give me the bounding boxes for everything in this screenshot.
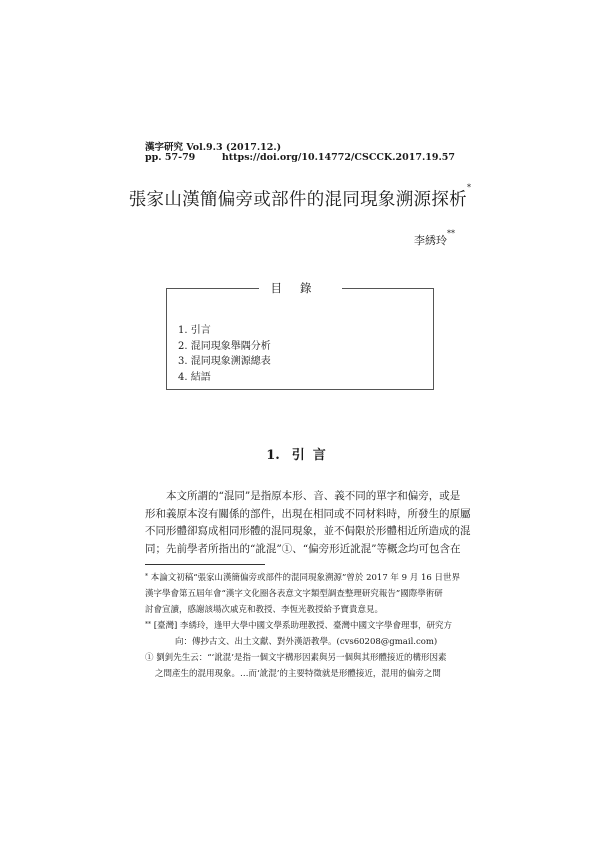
footnotes bbox=[145, 570, 460, 682]
section-title: 引言 bbox=[291, 448, 334, 463]
paper-title-text: 張家山漢簡偏旁或部件的混同現象溯源探析 bbox=[128, 190, 467, 210]
section-heading bbox=[0, 444, 600, 463]
body-line: 形和義原本沒有關係的部件，出現在相同或不同材料時，所發生的原屬 bbox=[145, 507, 471, 520]
body-line: 本文所謂的“混同”是指原本形、音、義不同的單字和偏旁，或是 bbox=[166, 490, 461, 502]
footnote-line bbox=[145, 618, 460, 634]
toc-item[interactable]: 1. 引言 bbox=[178, 325, 211, 336]
toc-heading-text: 目錄 bbox=[259, 281, 342, 295]
footnote-text: [臺灣] 李綉玲，逢甲大學中國文學系助理教授、臺灣中國文字學會理事，研究方 bbox=[151, 621, 453, 631]
footnote-mark: ** bbox=[145, 621, 151, 628]
page-range: pp. 57-79 bbox=[145, 152, 196, 163]
footnote-line: 討會宣讀，感謝該場次戚克和教授、李恆光教授給予寶貴意見。 bbox=[145, 605, 384, 615]
footnote-text: 本論文初稿“張家山漢簡偏旁或部件的混同現象溯源”曾於 2017 年 9 月 16 日世界 bbox=[148, 573, 460, 583]
toc-list bbox=[178, 323, 271, 385]
body-line: 不同形體卻寫成相同形體的混同現象，並不侷限於形體相近所造成的混 bbox=[145, 525, 471, 537]
footnote-line: 漢字學會第五屆年會“漢字文化圈各表意文字類型調查整理研究報告”國際學術研 bbox=[145, 589, 443, 599]
footnote-mark: * bbox=[145, 573, 148, 580]
footnote-line: 向：傳抄古文、出土文獻、對外漢語教學。(cvs60208@gmail.com) bbox=[175, 637, 438, 647]
footnote-divider bbox=[145, 564, 265, 565]
author-footnote-mark: ** bbox=[447, 229, 455, 238]
paper-title bbox=[0, 183, 600, 211]
toc-item[interactable]: 2. 混同現象舉隅分析 bbox=[178, 340, 271, 352]
body-paragraph bbox=[145, 488, 471, 558]
title-footnote-mark: * bbox=[466, 183, 472, 192]
toc-item[interactable]: 4. 結語 bbox=[178, 371, 211, 383]
footnote-line: ① 劉釗先生云：“‘訛混’是指一個文字構形因素與另一個與其形體接近的構形因素 bbox=[145, 653, 447, 663]
toc-heading bbox=[166, 280, 434, 296]
footnote-line bbox=[145, 570, 460, 586]
journal-header: 漢字研究 Vol.9.3 (2017.12.) bbox=[145, 142, 282, 153]
author-line bbox=[414, 229, 455, 248]
doi-link[interactable]: https://doi.org/10.14772/CSCCK.2017.19.57 bbox=[221, 152, 455, 163]
body-line: 同；先前學者所指出的“訛混”①、“偏旁形近訛混”等概念均可包含在 bbox=[145, 542, 461, 555]
author-name: 李綉玲 bbox=[414, 234, 447, 247]
toc-item[interactable]: 3. 混同現象溯源總表 bbox=[178, 356, 271, 367]
footnote-line: 之間產生的混用現象。…而‘訛混’的主要特徵就是形體接近，混用的偏旁之間 bbox=[155, 669, 441, 679]
section-number: 1. bbox=[266, 448, 280, 463]
